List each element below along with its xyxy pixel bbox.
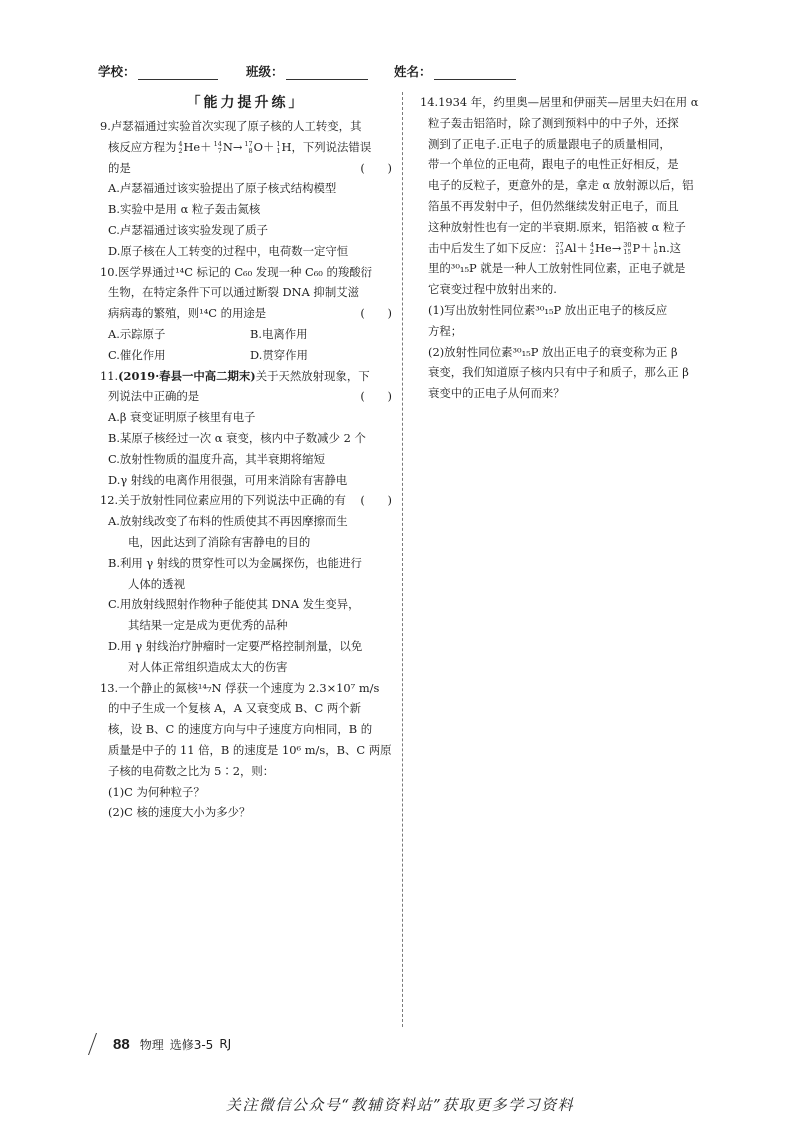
q12-option-c[interactable]: C.用放射线照射作物种子能使其 DNA 发生变异， 其结果一定是成为更优秀的品种 [108, 597, 360, 633]
q10-answer-bracket[interactable]: ( ) [360, 306, 392, 321]
q9-stem-line1: 9.卢瑟福通过实验首次实现了原子核的人工转变，其 [100, 119, 362, 133]
q14-sub2-line1: (2)放射性同位素³⁰₁₅P 放出正电子的衰变称为正 β [428, 344, 678, 359]
q11-option-b[interactable]: B.某原子核经过一次 α 衰变，核内中子数减少 2 个 [108, 430, 366, 445]
q11-answer-bracket[interactable]: ( ) [360, 389, 392, 404]
q13-line4: 质量是中子的 11 倍，B 的速度是 10⁶ m/s，B、C 两原 [108, 742, 392, 757]
q10-option-c[interactable]: C.催化作用 [108, 347, 166, 362]
q14-line3: 测到了正电子.正电子的质量跟电子的质量相同， [428, 136, 671, 151]
class-blank[interactable] [286, 65, 368, 80]
page-footer [92, 1033, 237, 1055]
name-blank[interactable] [434, 65, 516, 80]
q11-option-d[interactable]: D.γ 射线的电离作用很强，可用来消除有害静电 [108, 472, 348, 487]
q9-stem-line2: 核反应方程为 4 2 He＋ 14 7 N→ 17 8 O＋ 1 1 H，下列说法错误 [108, 139, 372, 155]
footer-slash-decoration [88, 1033, 109, 1055]
question-14 [420, 92, 712, 404]
q14-line10: 它衰变过程中放射出来的. [428, 282, 557, 297]
q14-line6: 箔虽不再发射中子，但仍然继续发射正电子，而且 [428, 198, 679, 213]
q11-option-c[interactable]: C.放射性物质的温度升高，其半衰期将缩短 [108, 451, 325, 466]
q13-line5: 子核的电荷数之比为 5∶2，则： [108, 763, 275, 778]
q13-sub1: (1)C 为何种粒子？ [108, 784, 205, 799]
left-column [100, 92, 392, 823]
q13-sub2: (2)C 核的速度大小为多少？ [108, 805, 251, 820]
q14-sub2-line2: 衰变，我们知道原子核内只有中子和质子，那么正 β [428, 365, 689, 380]
q9-option-d[interactable]: D.原子核在人工转变的过程中，电荷数一定守恒 [108, 243, 349, 258]
name-label: 姓名： [394, 64, 432, 79]
right-column [420, 92, 712, 404]
q10-options-row2 [100, 345, 392, 366]
q10-options-row1 [100, 324, 392, 345]
column-divider [402, 92, 403, 1027]
q13-line3: 核，设 B、C 的速度方向与中子速度方向相同，B 的 [108, 722, 373, 737]
class-field [246, 62, 368, 80]
school-label: 学校： [98, 64, 136, 79]
watermark-note: 关注微信公众号“教辅资料站”获取更多学习资料 [225, 1096, 575, 1114]
footer-subject: 物理 [139, 1037, 164, 1052]
q13-line1: 13.一个静止的氮核¹⁴₇N 俘获一个速度为 2.3×10⁷ m/s [100, 680, 380, 695]
q14-line9: 里的³⁰₁₅P 就是一种人工放射性同位素，正电子就是 [428, 261, 686, 276]
class-label: 班级： [246, 64, 284, 79]
q9-option-b[interactable]: B.实验中是用 α 粒子轰击氮核 [108, 202, 261, 217]
q10-line2: 生物，在特定条件下可以通过断裂 DNA 抑制艾滋 [108, 285, 359, 300]
question-10 [100, 262, 392, 366]
q10-option-a[interactable]: A.示踪原子 [108, 326, 166, 341]
q11-line1: 11.(2019·春县一中高二期末)关于天然放射现象，下 [100, 368, 370, 383]
school-field [98, 62, 218, 80]
q12-option-a[interactable]: A.放射线改变了布料的性质使其不再因摩擦而生 电，因此达到了消除有害静电的目的 [108, 514, 348, 549]
footer-book: 选修3-5 [169, 1037, 214, 1052]
q14-line7: 这种放射性也有一定的半衰期.原来，铝箔被 α 粒子 [428, 219, 686, 234]
footer-edition: RJ [219, 1037, 232, 1051]
q11-option-a[interactable]: A.β 衰变证明原子核里有电子 [108, 410, 256, 425]
q9-option-a[interactable]: A.卢瑟福通过该实验提出了原子核式结构模型 [108, 181, 337, 196]
q14-sub1-line1: (1)写出放射性同位素³⁰₁₅P 放出正电子的核反应 [428, 302, 668, 317]
q14-sub2-line3: 衰变中的正电子从何而来？ [428, 386, 565, 401]
name-field [394, 62, 516, 80]
question-9 [100, 116, 392, 262]
q14-line1: 14.1934 年，约里奥—居里和伊丽芙—居里夫妇在用 α [420, 95, 699, 109]
q9-stem-line3: 的是 ( ) [100, 158, 392, 179]
q14-sub1-line2: 方程； [428, 323, 463, 338]
q9-answer-bracket[interactable]: ( ) [360, 160, 392, 175]
q12-answer-bracket[interactable]: ( ) [360, 493, 392, 508]
q11-line2: 列说法中正确的是 ( ) [100, 386, 392, 407]
q14-line4: 带一个单位的正电荷，跟电子的电性正好相反，是 [428, 157, 679, 172]
q13-line2: 的中子生成一个复核 A，A 又衰变成 B、C 两个新 [108, 701, 362, 716]
question-13 [100, 678, 392, 824]
page-number: 88 [113, 1035, 130, 1053]
section-title: 「能力提升练」 [186, 95, 306, 111]
q14-line5: 电子的反粒子，更意外的是，拿走 α 放射源以后，铝 [428, 178, 694, 193]
school-blank[interactable] [138, 65, 218, 80]
q14-line8: 击中后发生了如下反应： 27 13 Al＋ 4 2 He→ 30 15 P＋ 1 0 n.这 [428, 240, 682, 256]
q11-source: (2019·春县一中高二期末) [118, 368, 256, 383]
q10-option-d[interactable]: D.贯穿作用 [250, 347, 308, 362]
q12-option-b[interactable]: B.利用 γ 射线的贯穿性可以为金属探伤，也能进行 人体的透视 [108, 555, 362, 591]
question-11 [100, 366, 392, 491]
q10-line3: 病病毒的繁殖，则¹⁴C 的用途是 ( ) [100, 303, 392, 324]
q12-line1: 12.关于放射性同位素应用的下列说法中正确的有 ( ) [100, 490, 392, 511]
q10-line1: 10.医学界通过¹⁴C 标记的 C₆₀ 发现一种 C₆₀ 的羧酸衍 [100, 264, 373, 279]
q10-option-b[interactable]: B.电离作用 [250, 326, 308, 341]
q14-line2: 粒子轰击铝箔时，除了测到预料中的中子外，还探 [428, 115, 679, 130]
student-info-header [98, 62, 718, 86]
question-12 [100, 490, 392, 677]
q9-option-c[interactable]: C.卢瑟福通过该实验发现了质子 [108, 222, 269, 237]
q12-option-d[interactable]: D.用 γ 射线治疗肿瘤时一定要严格控制剂量，以免 对人体正常组织造成太大的伤害 [108, 638, 363, 674]
